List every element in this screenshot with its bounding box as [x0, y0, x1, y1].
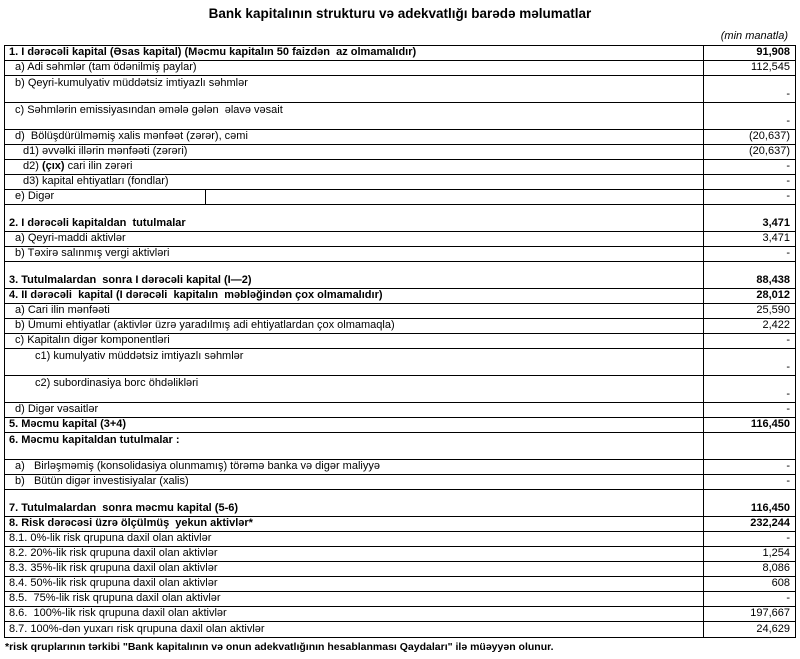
row-label [5, 232, 703, 246]
row-label-text: c) Kapitalın digər komponentləri [15, 334, 170, 347]
table-row [5, 334, 795, 349]
row-value: 3,471 [703, 232, 795, 246]
row-label [5, 607, 703, 621]
row-value: 116,450 [703, 418, 795, 432]
row-label [5, 433, 703, 459]
row-label-text: 8.4. 50%-lik risk qrupuna daxil olan aktivlər [9, 577, 218, 590]
table-row [5, 205, 795, 232]
row-label [5, 592, 703, 606]
row-label-text: 5. Məcmu kapital (3+4) [9, 418, 127, 431]
row-label [5, 46, 703, 60]
row-value: 8,086 [703, 562, 795, 576]
table-row [5, 289, 795, 304]
row-value: 24,629 [703, 622, 795, 637]
table-row [5, 592, 795, 607]
row-label-text: 8.5. 75%-lik risk qrupuna daxil olan aktivlər [9, 592, 221, 605]
row-label [5, 247, 703, 261]
row-label [5, 622, 703, 637]
table-row [5, 460, 795, 475]
row-value: - [703, 334, 795, 348]
row-label-text: 3. Tutulmalardan sonra I dərəcəli kapital (I—2) [9, 274, 252, 287]
row-label [5, 160, 703, 174]
table-row [5, 319, 795, 334]
row-label [5, 562, 703, 576]
row-label-text: d) Bölüşdürülməmiş xalis mənfəət (zərər), cəmi [15, 130, 248, 143]
table-row [5, 262, 795, 289]
row-value: - [703, 160, 795, 174]
row-value: - [703, 592, 795, 606]
row-label-text: 8.3. 35%-lik risk qrupuna daxil olan aktivlər [9, 562, 218, 575]
row-label-text: 8. Risk dərəcəsi üzrə ölçülmüş yekun aktivlər* [9, 517, 253, 530]
row-value: - [703, 475, 795, 489]
table-row [5, 130, 795, 145]
table-row [5, 376, 795, 403]
page-title: Bank kapitalının strukturu və adekvatlığı barədə məlumatlar [208, 6, 592, 21]
row-label [5, 460, 703, 474]
row-label-text: b) Bütün digər investisiyalar (xalis) [15, 475, 189, 488]
row-label [5, 517, 703, 531]
table-row [5, 547, 795, 562]
row-value: - [703, 532, 795, 546]
row-label [5, 376, 703, 402]
row-label-text: d) Digər vəsaitlər [15, 403, 99, 416]
row-value: 232,244 [703, 517, 795, 531]
row-value: - [703, 460, 795, 474]
row-label-text: a) Cari ilin mənfəəti [15, 304, 110, 317]
row-value: - [703, 376, 795, 402]
row-label-text: b) Təxirə salınmış vergi aktivləri [15, 247, 170, 260]
table-row [5, 433, 795, 460]
row-value: - [703, 247, 795, 261]
row-label-text: b) Qeyri-kumulyativ müddətsiz imtiyazlı səhmlər [15, 77, 248, 89]
row-label-text: 8.1. 0%-lik risk qrupuna daxil olan aktivlər [9, 532, 212, 545]
table-row [5, 418, 795, 433]
row-label-text: a) Adi səhmlər (tam ödənilmiş paylar) [15, 61, 197, 74]
row-label [5, 103, 703, 129]
row-label-text: d3) kapital ehtiyatları (fondlar) [23, 175, 169, 188]
row-value: 2,422 [703, 319, 795, 333]
row-value: - [703, 103, 795, 129]
table-row [5, 517, 795, 532]
row-value: 197,667 [703, 607, 795, 621]
table-row [5, 145, 795, 160]
row-label-text: a) Qeyri-maddi aktivlər [15, 232, 126, 245]
row-value: 28,012 [703, 289, 795, 303]
row-value: 88,438 [703, 262, 795, 288]
row-value [703, 433, 795, 459]
row-label [5, 130, 703, 144]
table-row [5, 190, 795, 205]
row-label-text: 1. I dərəcəli kapital (Əsas kapital) (Məcmu kapitalın 50 faizdən az olmamalıdır) [9, 46, 417, 59]
table-row [5, 247, 795, 262]
table-row [5, 490, 795, 517]
row-value: 3,471 [703, 205, 795, 231]
row-label [5, 349, 703, 375]
unit-note: (min manatla) [720, 30, 788, 42]
row-label [5, 490, 703, 516]
table-row [5, 607, 795, 622]
row-label [5, 334, 703, 348]
row-label-text: 7. Tutulmalardan sonra məcmu kapital (5-6) [9, 502, 239, 515]
row-label-text: d1) əvvəlki illərin mənfəəti (zərəri) [23, 145, 188, 158]
row-label-text: c1) kumulyativ müddətsiz imtiyazlı səhmlər [35, 350, 244, 362]
table-row [5, 46, 795, 61]
row-label-text: c) Səhmlərin emissiyasından əmələ gələn əlavə vəsait [15, 104, 283, 116]
row-label [5, 175, 703, 189]
table-row [5, 562, 795, 577]
row-label [5, 76, 703, 102]
table-row [5, 304, 795, 319]
row-value: 116,450 [703, 490, 795, 516]
row-label [5, 61, 703, 75]
row-value: - [703, 76, 795, 102]
row-value: 112,545 [703, 61, 795, 75]
table-row [5, 160, 795, 175]
table-row [5, 232, 795, 247]
table-row [5, 349, 795, 376]
row-label [5, 205, 703, 231]
row-value: - [703, 403, 795, 417]
row-value: 608 [703, 577, 795, 591]
row-label-text: e) Digər [15, 190, 55, 203]
row-label [5, 289, 703, 303]
row-label [5, 262, 703, 288]
row-value: - [703, 190, 795, 204]
row-label-text: b) Ümumi ehtiyatlar (aktivlər üzrə yaradılmış adi ehtiyatlardan çox olmamaqla) [15, 319, 395, 332]
row-label [5, 190, 703, 204]
row-label-text: 6. Məcmu kapitaldan tutulmalar : [9, 434, 180, 446]
row-label [5, 145, 703, 159]
row-label-text: c2) subordinasiya borc öhdəlikləri [35, 377, 199, 389]
table-row [5, 532, 795, 547]
row-label [5, 475, 703, 489]
row-value: (20,637) [703, 130, 795, 144]
row-value: - [703, 175, 795, 189]
table-row [5, 61, 795, 76]
row-label-text: 8.6. 100%-lik risk qrupuna daxil olan aktivlər [9, 607, 227, 620]
row-value: 91,908 [703, 46, 795, 60]
row-label [5, 403, 703, 417]
row-label [5, 547, 703, 561]
row-label [5, 304, 703, 318]
row-label [5, 418, 703, 432]
row-label [5, 319, 703, 333]
table-row [5, 103, 795, 130]
row-label-text: 4. II dərəcəli kapital (I dərəcəli kapitalın məbləğindən çox olmamalıdır) [9, 289, 383, 302]
row-value: - [703, 349, 795, 375]
row-label-text: d2) (çıx) cari ilin zərəri [23, 160, 133, 173]
table-row [5, 175, 795, 190]
cell-divider [205, 190, 206, 204]
row-value: (20,637) [703, 145, 795, 159]
table-row [5, 475, 795, 490]
row-value: 1,254 [703, 547, 795, 561]
table-row [5, 577, 795, 592]
row-label [5, 577, 703, 591]
table-row [5, 76, 795, 103]
row-label [5, 532, 703, 546]
row-label-text: 8.2. 20%-lik risk qrupuna daxil olan aktivlər [9, 547, 218, 560]
row-label-text: 2. I dərəcəli kapitaldan tutulmalar [9, 217, 186, 230]
table-row [5, 622, 795, 637]
footnote: *risk qruplarının tərkibi "Bank kapitalının və onun adekvatlığının hesablanması Qaydaları" ilə müəyyən olunur. [5, 641, 554, 653]
row-value: 25,590 [703, 304, 795, 318]
row-label-text: 8.7. 100%-dən yuxarı risk qrupuna daxil olan aktivlər [9, 623, 265, 636]
table-row [5, 403, 795, 418]
row-label-text: a) Birləşməmiş (konsolidasiya olunmamış) törəmə banka və digər maliyyə [15, 460, 380, 473]
capital-table [4, 45, 796, 638]
